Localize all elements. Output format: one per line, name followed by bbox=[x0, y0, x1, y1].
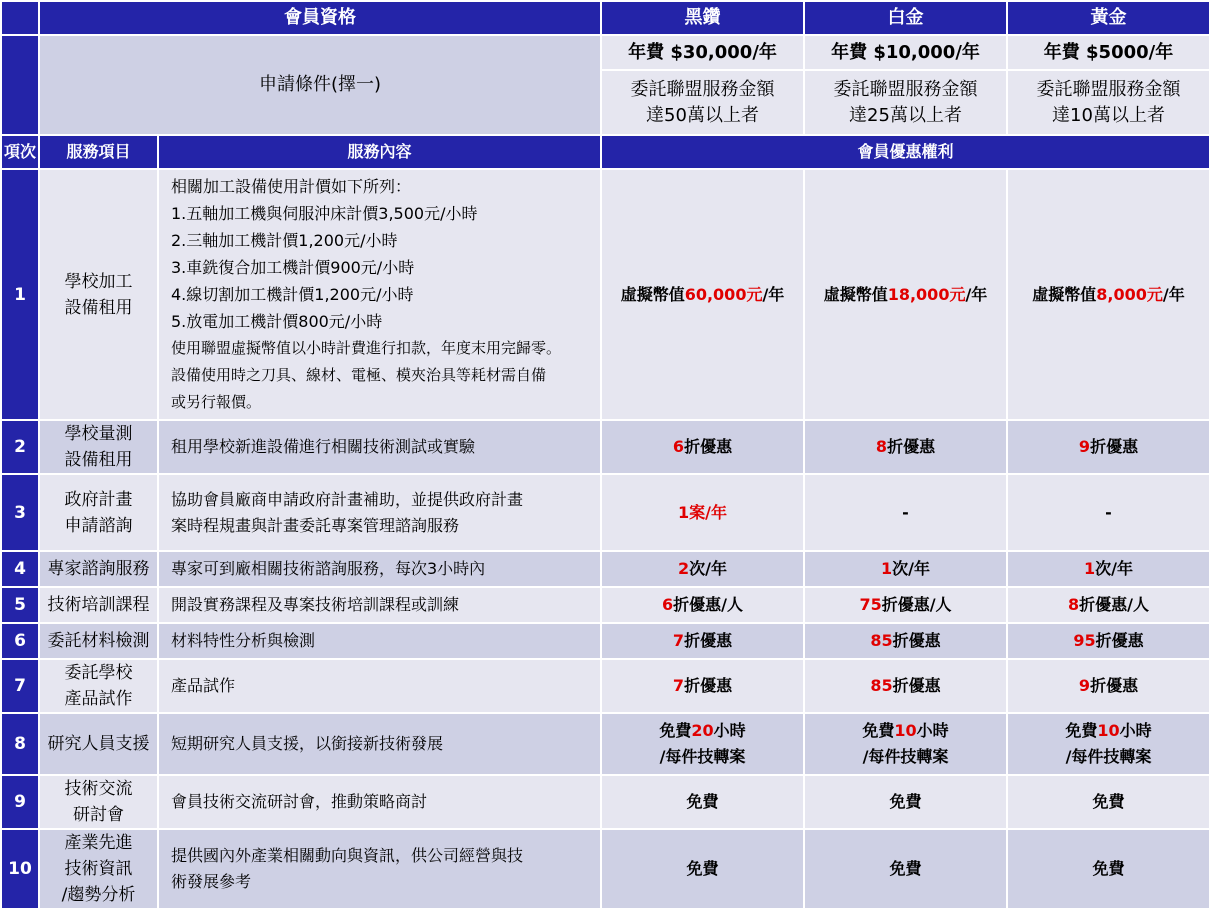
benefit-highlight: 7 bbox=[672, 676, 685, 695]
benefit-line bbox=[1008, 673, 1209, 699]
benefit-highlight: 2 bbox=[678, 559, 690, 578]
benefit-gold bbox=[1007, 623, 1209, 659]
benefit-highlight: 10 bbox=[1097, 721, 1120, 740]
benefit-highlight: 9 bbox=[1078, 676, 1091, 695]
service-item bbox=[39, 829, 158, 909]
service-item bbox=[39, 551, 158, 587]
benefit-text: 免費 bbox=[889, 792, 922, 811]
benefit-black bbox=[601, 551, 804, 587]
service-item-line: 設備租用 bbox=[64, 450, 133, 470]
benefit-text: 折優惠 bbox=[892, 676, 941, 695]
benefit-line bbox=[602, 556, 803, 582]
service-item bbox=[39, 659, 158, 713]
benefit-platinum bbox=[804, 713, 1007, 775]
benefit-line bbox=[602, 592, 803, 618]
benefit-highlight: 7 bbox=[672, 631, 685, 650]
subheader-no: 項次 bbox=[1, 135, 39, 169]
service-content bbox=[158, 623, 601, 659]
benefit-line bbox=[805, 856, 1006, 882]
benefit-text: 免費 bbox=[1092, 859, 1125, 878]
benefit-platinum bbox=[804, 474, 1007, 551]
table-row bbox=[1, 713, 1209, 775]
row-number: 9 bbox=[1, 775, 39, 829]
service-content bbox=[158, 474, 601, 551]
benefit-highlight: 1 bbox=[1084, 559, 1096, 578]
benefit-highlight: 60,000元 bbox=[684, 284, 763, 304]
benefit-highlight: 6 bbox=[662, 595, 674, 614]
service-item-line: /趨勢分析 bbox=[61, 885, 136, 905]
benefit-highlight: 10 bbox=[894, 721, 917, 740]
benefit-text: 折優惠 bbox=[684, 676, 733, 695]
table-row bbox=[1, 775, 1209, 829]
benefit-platinum bbox=[804, 775, 1007, 829]
table-row bbox=[1, 623, 1209, 659]
benefit-text: 免費 bbox=[889, 859, 922, 878]
benefit-black bbox=[601, 587, 804, 623]
row-number: 5 bbox=[1, 587, 39, 623]
benefit-line bbox=[805, 282, 1006, 308]
subheader-content: 服務內容 bbox=[158, 135, 601, 169]
service-item-line: 技術培訓課程 bbox=[47, 595, 150, 615]
row-number: 4 bbox=[1, 551, 39, 587]
fee-platinum: 年費 $10,000/年 bbox=[804, 35, 1007, 70]
benefit-highlight: 18,000元 bbox=[887, 284, 966, 304]
benefit-line: /每件技轉案 bbox=[862, 747, 949, 766]
benefit-highlight: 1 bbox=[881, 559, 893, 578]
service-item-line: 學校量測 bbox=[64, 424, 133, 444]
benefit-line bbox=[805, 673, 1006, 699]
benefit-platinum bbox=[804, 829, 1007, 909]
benefit-gold bbox=[1007, 474, 1209, 551]
service-content bbox=[158, 829, 601, 909]
service-content bbox=[158, 587, 601, 623]
row-number: 10 bbox=[1, 829, 39, 909]
benefit-text: 小時 bbox=[1119, 721, 1152, 740]
benefit-highlight: 95 bbox=[1073, 631, 1096, 650]
service-content-line: 開設實務課程及專案技術培訓課程或訓練 bbox=[171, 595, 460, 614]
benefit-highlight: 85 bbox=[870, 676, 893, 695]
benefit-gold bbox=[1007, 587, 1209, 623]
benefit-highlight: 85 bbox=[870, 631, 893, 650]
benefit-line bbox=[805, 556, 1006, 582]
benefit-gold bbox=[1007, 551, 1209, 587]
benefit-gold bbox=[1007, 829, 1209, 909]
service-content-line: 短期研究人員支援，以銜接新技術發展 bbox=[171, 734, 444, 753]
subheader-item: 服務項目 bbox=[39, 135, 158, 169]
benefit-text: 免費 bbox=[1065, 721, 1098, 740]
benefit-text: 次/年 bbox=[892, 559, 930, 578]
benefit-highlight: 8 bbox=[875, 437, 888, 456]
service-content-line: 5.放電加工機計價800元/小時 bbox=[171, 312, 383, 331]
service-content-line: 提供國內外產業相關動向與資訊，供公司經營與技 bbox=[171, 846, 524, 865]
table-row bbox=[1, 829, 1209, 909]
fee-black: 年費 $30,000/年 bbox=[601, 35, 804, 70]
benefit-line bbox=[602, 628, 803, 654]
benefit-text: 虛擬幣值 bbox=[823, 284, 888, 304]
header-tier-platinum: 白金 bbox=[804, 1, 1007, 35]
benefit-black bbox=[601, 775, 804, 829]
benefit-highlight: 20 bbox=[691, 721, 714, 740]
service-item bbox=[39, 775, 158, 829]
benefit-line bbox=[1008, 856, 1209, 882]
benefit-line bbox=[1008, 500, 1209, 526]
benefit-text: 免費 bbox=[1092, 792, 1125, 811]
benefit-black bbox=[601, 829, 804, 909]
benefit-text: - bbox=[902, 502, 909, 522]
benefit-black bbox=[601, 713, 804, 775]
benefit-highlight: 9 bbox=[1078, 437, 1091, 456]
service-item-line: 研討會 bbox=[73, 805, 124, 825]
service-item-line: 委託學校 bbox=[64, 663, 133, 683]
service-item bbox=[39, 623, 158, 659]
benefit-text: 免費 bbox=[686, 859, 719, 878]
service-content bbox=[158, 551, 601, 587]
service-content-line: 專家可到廠相關技術諮詢服務，每次3小時內 bbox=[171, 559, 486, 578]
benefit-line bbox=[805, 628, 1006, 654]
benefit-text: 折優惠/人 bbox=[1079, 595, 1149, 614]
service-content-line: 2.三軸加工機計價1,200元/小時 bbox=[171, 231, 398, 250]
benefit-platinum bbox=[804, 420, 1007, 474]
service-content-line: 案時程規畫與計畫委託專案管理諮詢服務 bbox=[171, 515, 460, 535]
benefit-platinum bbox=[804, 551, 1007, 587]
service-item-line: 設備租用 bbox=[64, 297, 133, 318]
conditions-label: 申請條件(擇一) bbox=[39, 35, 601, 135]
service-item-line: 申請諮詢 bbox=[64, 515, 133, 536]
benefit-line bbox=[1008, 434, 1209, 460]
benefit-line bbox=[1008, 592, 1209, 618]
benefit-text: 折優惠 bbox=[1090, 676, 1139, 695]
row-number: 2 bbox=[1, 420, 39, 474]
service-item bbox=[39, 587, 158, 623]
benefit-text: 折優惠 bbox=[1090, 437, 1139, 456]
benefit-gold bbox=[1007, 659, 1209, 713]
table-row bbox=[1, 587, 1209, 623]
benefit-line bbox=[602, 500, 803, 526]
service-item-line: 技術交流 bbox=[64, 779, 133, 799]
service-item bbox=[39, 420, 158, 474]
benefit-text: 次/年 bbox=[1095, 559, 1133, 578]
service-item-line: 委託材料檢測 bbox=[47, 631, 150, 651]
benefit-text: /年 bbox=[965, 284, 988, 304]
benefit-line bbox=[805, 789, 1006, 815]
benefit-text: 折優惠/人 bbox=[881, 595, 952, 614]
benefit-line bbox=[1008, 718, 1209, 744]
benefit-line: /每件技轉案 bbox=[1065, 747, 1152, 766]
benefit-line bbox=[602, 856, 803, 882]
service-content-line: 材料特性分析與檢測 bbox=[171, 631, 316, 650]
benefit-text: 小時 bbox=[916, 721, 949, 740]
header-tier-gold: 黃金 bbox=[1007, 1, 1209, 35]
row-number: 7 bbox=[1, 659, 39, 713]
benefit-highlight: 8,000元 bbox=[1096, 284, 1163, 304]
benefit-black bbox=[601, 474, 804, 551]
subheader-benefits: 會員優惠權利 bbox=[601, 135, 1209, 169]
benefit-highlight: 1案/年 bbox=[678, 502, 727, 522]
benefit-text: 折優惠 bbox=[684, 437, 733, 456]
benefit-text: /年 bbox=[762, 284, 785, 304]
benefit-line bbox=[805, 434, 1006, 460]
benefit-black bbox=[601, 169, 804, 420]
benefit-black bbox=[601, 623, 804, 659]
benefit-highlight: 8 bbox=[1068, 595, 1080, 614]
service-item-line: 學校加工 bbox=[64, 271, 133, 292]
service-content-line: 使用聯盟虛擬幣值以小時計費進行扣款，年度末用完歸零。 bbox=[171, 339, 562, 357]
benefit-platinum bbox=[804, 169, 1007, 420]
service-item-line: 產品試作 bbox=[64, 689, 133, 709]
benefit-line bbox=[602, 789, 803, 815]
service-content-line: 產品試作 bbox=[171, 676, 236, 695]
benefit-text: 免費 bbox=[686, 792, 719, 811]
benefit-platinum bbox=[804, 587, 1007, 623]
service-item bbox=[39, 169, 158, 420]
row-number: 8 bbox=[1, 713, 39, 775]
service-content-line: 或另行報價。 bbox=[171, 393, 262, 411]
benefit-text: 次/年 bbox=[689, 559, 727, 578]
benefit-text: 折優惠 bbox=[892, 631, 941, 650]
benefit-line bbox=[602, 718, 803, 744]
condition-platinum: 委託聯盟服務金額 達25萬以上者 bbox=[804, 70, 1007, 135]
service-content-line: 1.五軸加工機與伺服沖床計價3,500元/小時 bbox=[171, 204, 478, 223]
service-content bbox=[158, 420, 601, 474]
service-content bbox=[158, 713, 601, 775]
benefit-line bbox=[1008, 628, 1209, 654]
benefit-text: /年 bbox=[1162, 284, 1185, 304]
service-content-line: 相關加工設備使用計價如下所列： bbox=[171, 177, 412, 196]
fee-gold: 年費 $5000/年 bbox=[1007, 35, 1209, 70]
table-row bbox=[1, 474, 1209, 551]
row-number: 1 bbox=[1, 169, 39, 420]
table-row bbox=[1, 169, 1209, 420]
benefit-line bbox=[1008, 282, 1209, 308]
service-content bbox=[158, 169, 601, 420]
benefit-text: 折優惠 bbox=[1095, 631, 1144, 650]
service-content-line: 協助會員廠商申請政府計畫補助，並提供政府計畫 bbox=[171, 489, 524, 509]
benefit-text: - bbox=[1105, 502, 1112, 522]
benefit-gold bbox=[1007, 713, 1209, 775]
service-item bbox=[39, 713, 158, 775]
benefit-black bbox=[601, 659, 804, 713]
service-content-line: 4.線切割加工機計價1,200元/小時 bbox=[171, 285, 414, 304]
service-item-line: 研究人員支援 bbox=[47, 734, 150, 754]
benefit-line bbox=[602, 282, 803, 308]
service-content-line: 3.車銑復合加工機計價900元/小時 bbox=[171, 258, 415, 277]
service-content-line: 術發展參考 bbox=[171, 872, 252, 891]
condition-gold: 委託聯盟服務金額 達10萬以上者 bbox=[1007, 70, 1209, 135]
service-content-line: 設備使用時之刀具、線材、電極、模夾治具等耗材需自備 bbox=[171, 366, 547, 384]
benefit-line bbox=[602, 434, 803, 460]
benefit-text: 虛擬幣值 bbox=[1032, 284, 1097, 304]
benefit-text: 折優惠/人 bbox=[673, 595, 743, 614]
benefit-line bbox=[1008, 789, 1209, 815]
benefit-text: 折優惠 bbox=[887, 437, 936, 456]
service-content bbox=[158, 775, 601, 829]
header-tier-black: 黑鑽 bbox=[601, 1, 804, 35]
table-row bbox=[1, 551, 1209, 587]
benefit-highlight: 75 bbox=[859, 595, 882, 614]
benefit-line bbox=[1008, 556, 1209, 582]
benefit-platinum bbox=[804, 659, 1007, 713]
benefit-gold bbox=[1007, 775, 1209, 829]
service-item-line: 技術資訊 bbox=[64, 859, 133, 879]
header-qualification: 會員資格 bbox=[39, 1, 601, 35]
benefit-text: 折優惠 bbox=[684, 631, 733, 650]
benefit-text: 虛擬幣值 bbox=[620, 284, 685, 304]
benefit-line bbox=[805, 592, 1006, 618]
service-item-line: 政府計畫 bbox=[64, 489, 133, 510]
benefit-gold bbox=[1007, 420, 1209, 474]
service-content-line: 會員技術交流研討會，推動策略商討 bbox=[171, 792, 428, 811]
benefit-text: 小時 bbox=[713, 721, 746, 740]
benefit-line bbox=[805, 718, 1006, 744]
benefit-text: 免費 bbox=[659, 721, 692, 740]
service-item-line: 專家諮詢服務 bbox=[47, 559, 150, 579]
service-item bbox=[39, 474, 158, 551]
benefit-line bbox=[805, 500, 1006, 526]
benefit-black bbox=[601, 420, 804, 474]
benefit-line bbox=[602, 673, 803, 699]
row-number: 6 bbox=[1, 623, 39, 659]
benefit-text: 免費 bbox=[862, 721, 895, 740]
benefit-platinum bbox=[804, 623, 1007, 659]
benefit-gold bbox=[1007, 169, 1209, 420]
condition-black: 委託聯盟服務金額 達50萬以上者 bbox=[601, 70, 804, 135]
table-row bbox=[1, 659, 1209, 713]
service-content-line: 租用學校新進設備進行相關技術測試或實驗 bbox=[171, 437, 476, 456]
service-content bbox=[158, 659, 601, 713]
benefit-highlight: 6 bbox=[672, 437, 685, 456]
conditions-corner bbox=[1, 35, 39, 135]
table-row bbox=[1, 420, 1209, 474]
row-number: 3 bbox=[1, 474, 39, 551]
service-item-line: 產業先進 bbox=[64, 833, 133, 853]
header-corner bbox=[1, 1, 39, 35]
benefit-line: /每件技轉案 bbox=[659, 747, 746, 766]
